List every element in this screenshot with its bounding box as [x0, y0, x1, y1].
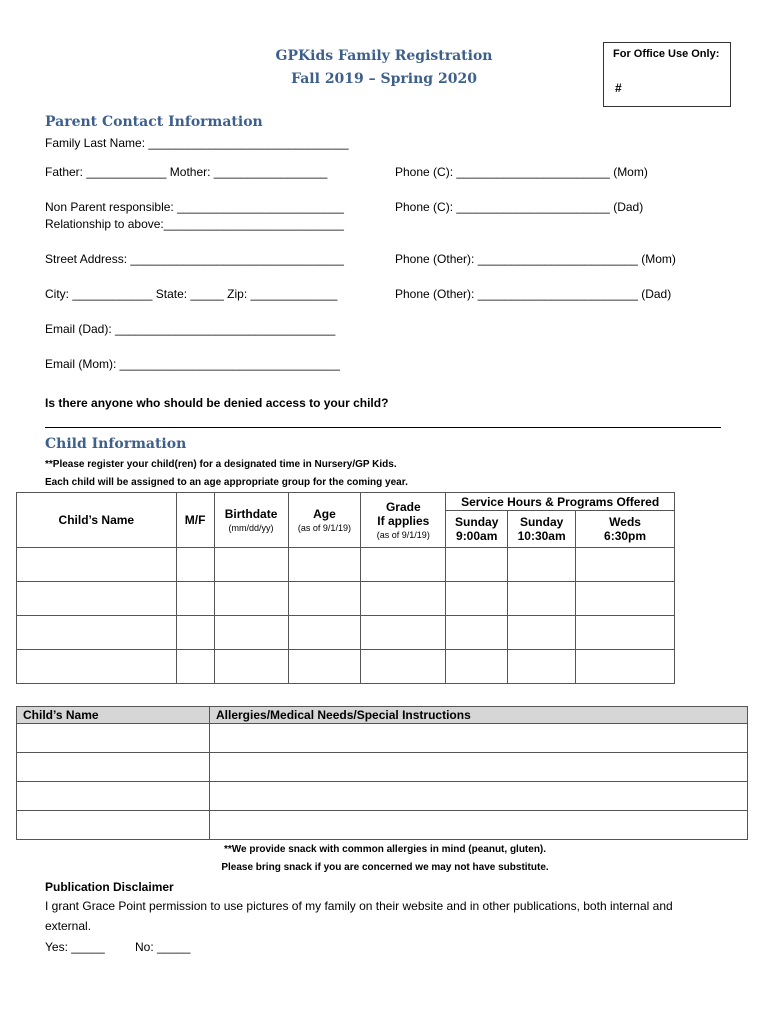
- disclaimer-text-line1: I grant Grace Point permission to use pictures of my family on their website and in other publications, both internal and: [45, 899, 673, 913]
- cell-input[interactable]: [176, 582, 214, 616]
- cell-input[interactable]: [214, 650, 288, 684]
- table-row: [17, 650, 675, 684]
- col-allergy-childs-name: Child’s Name: [17, 707, 210, 724]
- cell-input[interactable]: [17, 782, 210, 811]
- office-use-label: For Office Use Only:: [613, 48, 720, 60]
- cell-input[interactable]: [176, 650, 214, 684]
- table-row: [17, 811, 748, 840]
- cell-input[interactable]: [288, 616, 361, 650]
- cell-input[interactable]: [576, 582, 675, 616]
- cell-input[interactable]: [508, 650, 576, 684]
- father-mother-field[interactable]: Father: ____________ Mother: _________________: [45, 165, 328, 179]
- denied-access-answer-line[interactable]: [45, 427, 721, 428]
- cell-input[interactable]: [288, 548, 361, 582]
- phone-cell-mom-field[interactable]: Phone (C): _______________________ (Mom): [395, 165, 648, 179]
- cell-input[interactable]: [288, 582, 361, 616]
- cell-input[interactable]: [17, 724, 210, 753]
- snack-note-1: **We provide snack with common allergies in mind (peanut, gluten).: [223, 844, 547, 855]
- cell-input[interactable]: [210, 782, 748, 811]
- cell-input[interactable]: [361, 582, 446, 616]
- table-row: [17, 616, 675, 650]
- cell-input[interactable]: [446, 548, 508, 582]
- city-state-zip-field[interactable]: City: ____________ State: _____ Zip: _____________: [45, 287, 338, 301]
- cell-input[interactable]: [17, 650, 177, 684]
- office-use-box: [603, 42, 731, 107]
- table-row: [17, 548, 675, 582]
- cell-input[interactable]: [17, 753, 210, 782]
- cell-input[interactable]: [576, 548, 675, 582]
- allergy-table: [16, 706, 748, 840]
- cell-input[interactable]: [361, 548, 446, 582]
- form-title: GPKids Family Registration: [275, 48, 493, 64]
- cell-input[interactable]: [576, 616, 675, 650]
- cell-input[interactable]: [214, 616, 288, 650]
- col-birthdate: Birthdate (mm/dd/yy): [214, 493, 288, 548]
- form-subtitle: Fall 2019 – Spring 2020: [291, 71, 477, 87]
- table-row: [17, 724, 748, 753]
- cell-input[interactable]: [361, 616, 446, 650]
- disclaimer-heading: Publication Disclaimer: [45, 880, 174, 894]
- cell-input[interactable]: [214, 582, 288, 616]
- col-childs-name: Child’s Name: [17, 493, 177, 548]
- cell-input[interactable]: [17, 811, 210, 840]
- cell-input[interactable]: [361, 650, 446, 684]
- street-address-field[interactable]: Street Address: ________________________________: [45, 252, 344, 266]
- col-service-hours: Service Hours & Programs Offered: [446, 493, 675, 511]
- child-section-heading: Child Information: [45, 436, 187, 452]
- child-note-1: **Please register your child(ren) for a designated time in Nursery/GP Kids.: [45, 459, 397, 470]
- child-note-2: Each child will be assigned to an age appropriate group for the coming year.: [45, 477, 408, 488]
- phone-other-dad-field[interactable]: Phone (Other): ________________________ (Dad): [395, 287, 672, 301]
- phone-cell-dad-field[interactable]: Phone (C): _______________________ (Dad): [395, 200, 644, 214]
- snack-note-2: Please bring snack if you are concerned we may not have substitute.: [221, 862, 549, 873]
- cell-input[interactable]: [508, 582, 576, 616]
- email-mom-field[interactable]: Email (Mom): _________________________________: [45, 357, 340, 371]
- office-use-number: #: [615, 81, 622, 95]
- denied-access-question: Is there anyone who should be denied access to your child?: [45, 396, 389, 410]
- child-registration-table: [16, 492, 675, 684]
- family-last-name-field[interactable]: Family Last Name: ______________________________: [45, 136, 349, 150]
- col-weds-630pm: Weds 6:30pm: [576, 511, 675, 548]
- col-sunday-9am: Sunday 9:00am: [446, 511, 508, 548]
- relationship-field[interactable]: Relationship to above:___________________________: [45, 217, 344, 231]
- cell-input[interactable]: [17, 616, 177, 650]
- cell-input[interactable]: [17, 582, 177, 616]
- col-age: Age (as of 9/1/19): [288, 493, 361, 548]
- cell-input[interactable]: [508, 616, 576, 650]
- email-dad-field[interactable]: Email (Dad): _________________________________: [45, 322, 336, 336]
- cell-input[interactable]: [446, 582, 508, 616]
- cell-input[interactable]: [446, 616, 508, 650]
- disclaimer-text-line2: external.: [45, 919, 92, 933]
- cell-input[interactable]: [210, 753, 748, 782]
- table-row: [17, 582, 675, 616]
- cell-input[interactable]: [508, 548, 576, 582]
- cell-input[interactable]: [176, 548, 214, 582]
- col-allergies: Allergies/Medical Needs/Special Instructions: [210, 707, 748, 724]
- cell-input[interactable]: [17, 548, 177, 582]
- cell-input[interactable]: [446, 650, 508, 684]
- parent-section-heading: Parent Contact Information: [45, 114, 263, 130]
- cell-input[interactable]: [176, 616, 214, 650]
- col-mf: M/F: [176, 493, 214, 548]
- table-row: [17, 753, 748, 782]
- cell-input[interactable]: [210, 724, 748, 753]
- phone-other-mom-field[interactable]: Phone (Other): ________________________ (Mom): [395, 252, 676, 266]
- table-row: [17, 782, 748, 811]
- cell-input[interactable]: [210, 811, 748, 840]
- cell-input[interactable]: [576, 650, 675, 684]
- cell-input[interactable]: [214, 548, 288, 582]
- col-grade: Grade If applies (as of 9/1/19): [361, 493, 446, 548]
- col-sunday-1030am: Sunday 10:30am: [508, 511, 576, 548]
- disclaimer-yes-field[interactable]: Yes: _____: [45, 940, 105, 954]
- non-parent-field[interactable]: Non Parent responsible: _________________________: [45, 200, 344, 214]
- disclaimer-no-field[interactable]: No: _____: [135, 940, 191, 954]
- cell-input[interactable]: [288, 650, 361, 684]
